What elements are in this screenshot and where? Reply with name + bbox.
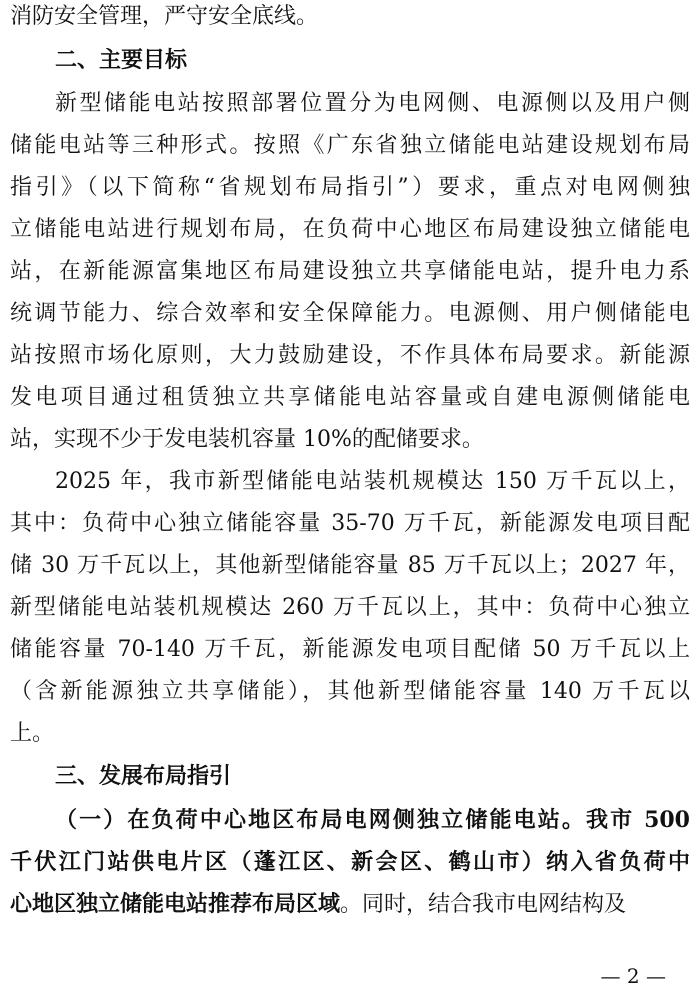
- text-line: （含新能源独立共享储能），其他新型储能容量 140 万千瓦以: [10, 679, 690, 704]
- text-line: 2025 年，我市新型储能电站装机规模达 150 万千瓦以上，: [55, 469, 690, 494]
- text-line: 新型储能电站按照部署位置分为电网侧、电源侧以及用户侧: [55, 91, 690, 116]
- text-line: 站按照市场化原则，大力鼓励建设，不作具体布局要求。新能源: [10, 343, 690, 368]
- regular-run: 。同时，结合我市电网结构及: [340, 892, 627, 917]
- text-line: 储能容量 70-140 万千瓦，新能源发电项目配储 50 万千瓦以上: [10, 637, 690, 662]
- page-number: — 2 —: [600, 964, 666, 988]
- text-line: 储 30 万千瓦以上，其他新型储能容量 85 万千瓦以上；2027 年，: [10, 553, 690, 578]
- text-line-bold: （一）在负荷中心地区布局电网侧独立储能电站。我市 500: [55, 807, 690, 833]
- text-line: 立储能电站进行规划布局，在负荷中心地区布局建设独立储能电: [10, 217, 690, 242]
- text-line: 站，在新能源富集地区布局建设独立共享储能电站，提升电力系: [10, 259, 690, 284]
- text-line: 新型储能电站装机规模达 260 万千瓦以上，其中：负荷中心独立: [10, 595, 690, 620]
- text-line: 其中：负荷中心独立储能容量 35-70 万千瓦，新能源发电项目配: [10, 511, 690, 536]
- text-line: 储能电站等三种形式。按照《广东省独立储能电站建设规划布局: [10, 133, 690, 158]
- section-heading: 三、发展布局指引: [55, 764, 232, 789]
- text-line: 消防安全管理，严守安全底线。: [10, 4, 319, 29]
- section-heading: 二、主要目标: [55, 48, 188, 73]
- text-line-mixed: [10, 889, 690, 920]
- text-line-bold: 千伏江门站供电片区（蓬江区、新会区、鹤山市）纳入省负荷中: [10, 849, 690, 875]
- bold-run: 心地区独立储能电站推荐布局区域: [10, 891, 341, 917]
- text-line: 上。: [10, 721, 55, 746]
- text-line: 站，实现不少于发电装机容量 10%的配储要求。: [10, 427, 484, 452]
- text-line: 发电项目通过租赁独立共享储能电站容量或自建电源侧储能电: [10, 385, 690, 410]
- text-line: 统调节能力、综合效率和安全保障能力。电源侧、用户侧储能电: [10, 301, 690, 326]
- text-line: 指引》（以下简称“省规划布局指引”）要求，重点对电网侧独: [10, 175, 690, 200]
